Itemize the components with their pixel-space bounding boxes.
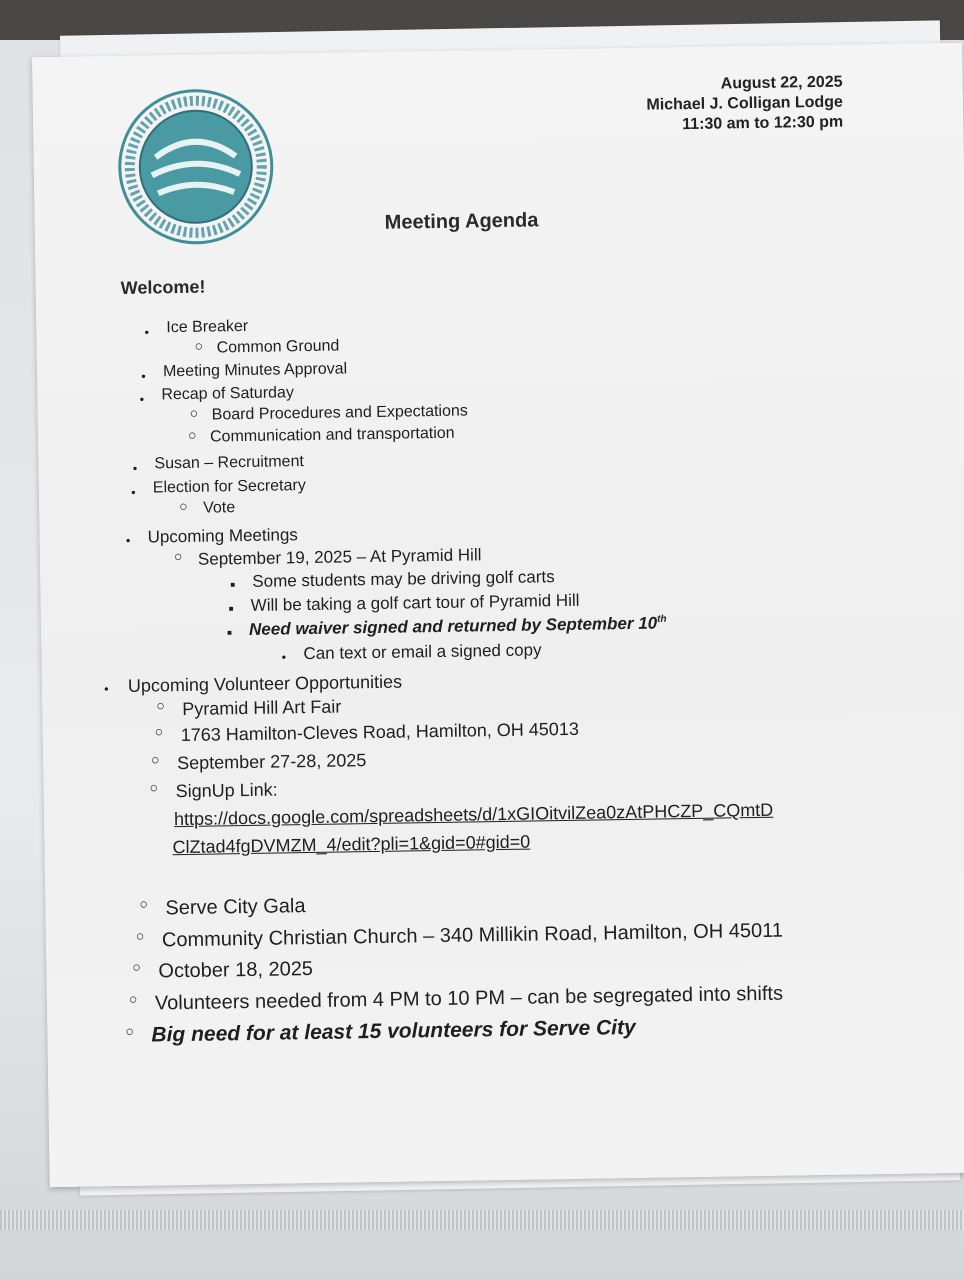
foundation-logo <box>115 85 277 247</box>
agenda-item: Meeting Minutes Approval <box>162 360 348 381</box>
bullet-icon <box>281 648 286 666</box>
agenda-subitem: SignUp Link: <box>175 779 278 802</box>
agenda-detail: Can text or email a signed copy <box>303 640 542 664</box>
circle-bullet-icon <box>188 427 197 445</box>
circle-bullet-icon <box>132 959 141 977</box>
circle-bullet-icon <box>149 779 158 797</box>
waiver-notice <box>249 613 667 640</box>
agenda-subitem: Volunteers needed from 4 PM to 10 PM – can be segregated into shifts <box>154 982 784 1015</box>
agenda-detail: Some students may be driving golf carts <box>252 567 555 591</box>
signup-link[interactable]: https://docs.google.com/spreadsheets/d/1xGIOitvilZea0zAtPHCZP_CQmtD <box>173 799 774 830</box>
circle-bullet-icon <box>136 928 145 946</box>
meeting-location: Michael J. Colligan Lodge <box>646 93 843 114</box>
agenda-subitem: September 19, 2025 – At Pyramid Hill <box>197 545 482 569</box>
page-title: Meeting Agenda <box>384 209 539 234</box>
agenda-subitem: Serve City Gala <box>165 895 306 920</box>
agenda-item: Upcoming Meetings <box>147 525 298 547</box>
gala-need-notice: Big need for at least 15 volunteers for Serve City <box>151 1015 636 1047</box>
bullet-icon <box>131 484 136 502</box>
agenda-subitem: Common Ground <box>216 337 340 357</box>
agenda-subitem: Community Christian Church – 340 Millikin Road, Hamilton, OH 45011 <box>161 919 784 952</box>
agenda-item: Ice Breaker <box>166 317 249 337</box>
agenda-item: Susan – Recruitment <box>154 453 304 473</box>
circle-bullet-icon <box>151 751 160 769</box>
waiver-text: Need waiver signed and returned by September 10 <box>248 613 658 639</box>
agenda-subitem: Board Procedures and Expectations <box>211 402 468 424</box>
agenda-item: Recap of Saturday <box>161 384 295 404</box>
agenda-page <box>32 43 964 1187</box>
square-bullet-icon <box>227 624 232 642</box>
agenda-detail: Will be taking a golf cart tour of Pyramid Hill <box>250 590 580 615</box>
agenda-subitem: Vote <box>203 499 236 517</box>
circle-bullet-icon <box>190 405 199 423</box>
signup-link-continued[interactable]: ClZtad4fgDVMZM_4/edit?pli=1&gid=0#gid=0 <box>172 831 531 858</box>
waiver-suffix: th <box>657 613 667 625</box>
welcome-heading: Welcome! <box>120 276 206 298</box>
meeting-date: August 22, 2025 <box>720 73 843 93</box>
binder-edge <box>0 1210 964 1230</box>
circle-bullet-icon <box>194 338 203 356</box>
agenda-subitem: Communication and transportation <box>209 424 455 446</box>
agenda-subitem: Pyramid Hill Art Fair <box>182 696 342 720</box>
agenda-subitem: October 18, 2025 <box>158 958 314 983</box>
agenda-item: Upcoming Volunteer Opportunities <box>127 671 403 696</box>
circle-bullet-icon <box>179 498 188 516</box>
meeting-time: 11:30 am to 12:30 pm <box>682 113 844 134</box>
circle-bullet-icon <box>129 991 138 1009</box>
circle-bullet-icon <box>139 896 148 914</box>
circle-bullet-icon <box>156 697 165 715</box>
square-bullet-icon <box>229 600 234 618</box>
circle-bullet-icon <box>174 548 183 566</box>
bullet-icon <box>126 532 131 550</box>
agenda-subitem: 1763 Hamilton-Cleves Road, Hamilton, OH 45013 <box>180 718 580 746</box>
bullet-icon <box>104 680 109 698</box>
bullet-icon <box>132 460 137 478</box>
square-bullet-icon <box>230 576 235 594</box>
agenda-item: Election for Secretary <box>152 477 306 497</box>
circle-bullet-icon <box>125 1023 134 1041</box>
meeting-info <box>646 73 843 136</box>
bullet-icon <box>141 368 146 386</box>
bullet-icon <box>144 323 149 341</box>
circle-bullet-icon <box>155 723 164 741</box>
bullet-icon <box>139 391 144 409</box>
agenda-subitem: September 27-28, 2025 <box>177 750 367 774</box>
